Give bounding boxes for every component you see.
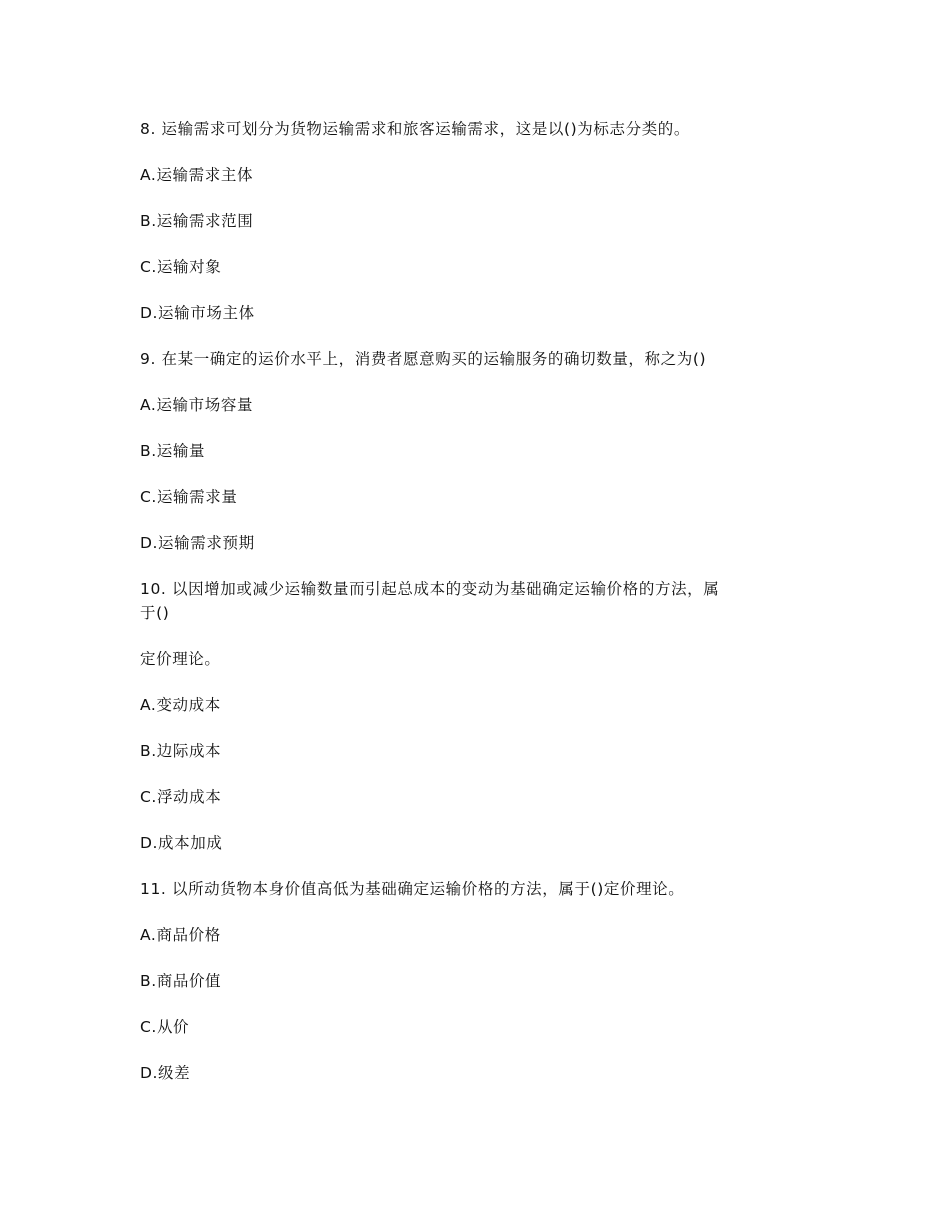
question-stem: 8. 运输需求可划分为货物运输需求和旅客运输需求，这是以()为标志分类的。 bbox=[140, 120, 691, 138]
option-d: D.成本加成 bbox=[140, 834, 223, 852]
option-b: B.边际成本 bbox=[140, 742, 222, 760]
option-c: C.浮动成本 bbox=[140, 788, 222, 806]
question-stem bbox=[140, 577, 810, 625]
question-stem: 9. 在某一确定的运价水平上，消费者愿意购买的运输服务的确切数量，称之为() bbox=[140, 350, 707, 368]
option-b: B.运输量 bbox=[140, 442, 206, 460]
option-c: C.运输对象 bbox=[140, 258, 222, 276]
option-b: B.商品价值 bbox=[140, 972, 222, 990]
option-d: D.运输需求预期 bbox=[140, 534, 255, 552]
option-c: C.运输需求量 bbox=[140, 488, 238, 506]
question-stem: 11. 以所动货物本身价值高低为基础确定运输价格的方法，属于()定价理论。 bbox=[140, 880, 685, 898]
question-stem-line-1: 10. 以因增加或减少运输数量而引起总成本的变动为基础确定运输价格的方法，属 bbox=[140, 580, 720, 598]
question-9 bbox=[140, 347, 810, 555]
option-a: A.商品价格 bbox=[140, 926, 221, 944]
question-stem-line-2: 于() bbox=[140, 604, 170, 622]
question-stem-continuation: 定价理论。 bbox=[140, 650, 221, 668]
question-10 bbox=[140, 577, 810, 855]
option-d: D.级差 bbox=[140, 1064, 191, 1082]
option-a: A.运输市场容量 bbox=[140, 396, 254, 414]
question-11 bbox=[140, 877, 810, 1085]
document-page bbox=[140, 117, 810, 1107]
question-8 bbox=[140, 117, 810, 325]
option-c: C.从价 bbox=[140, 1018, 190, 1036]
option-d: D.运输市场主体 bbox=[140, 304, 255, 322]
option-a: A.变动成本 bbox=[140, 696, 221, 714]
option-b: B.运输需求范围 bbox=[140, 212, 254, 230]
option-a: A.运输需求主体 bbox=[140, 166, 254, 184]
